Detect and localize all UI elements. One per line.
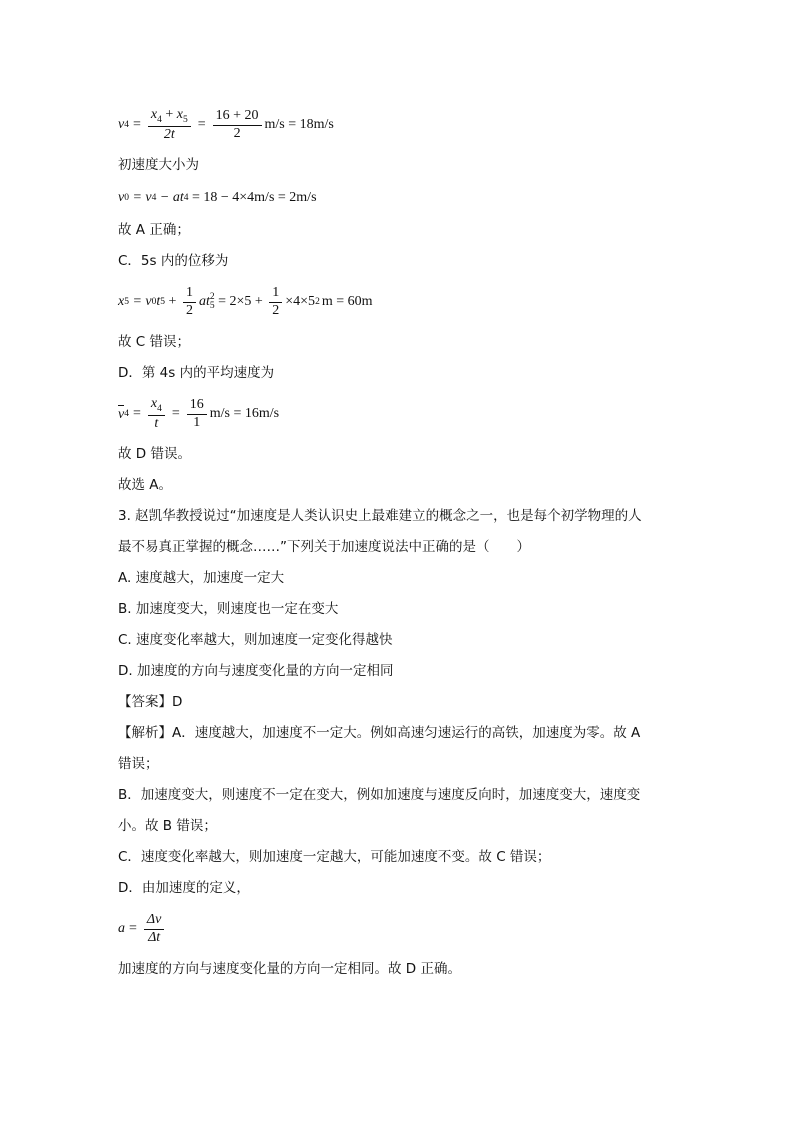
eq-text: x [118, 294, 125, 309]
eq-text: 1 [269, 285, 282, 302]
eq-sup: 2 [315, 297, 320, 307]
text-line: 故选 A。 [118, 477, 173, 493]
text-line: 故 A 正确； [118, 222, 190, 238]
question-3-line: 3. 赵凯华教授说过“加速度是人类认识史上最难建立的概念之一，也是每个初学物理的人 [118, 508, 642, 524]
option-b: B. 加速度变大，则速度也一定在变大 [118, 601, 339, 617]
equation-x5 [118, 277, 678, 327]
option-a: A. 速度越大，加速度一定大 [118, 570, 285, 586]
equation-avg-v4: v 4 = $\frac{x_4}{t}$ = $\frac{16}{1}$ m/s = 16m/s [118, 396, 280, 431]
eq-sub: 0 [124, 193, 129, 203]
eq-text: = 18 − 4×4m/s = 2m/s [188, 190, 317, 205]
eq-sub: 5 [160, 297, 166, 307]
eq-sub: 0 [151, 297, 157, 307]
equation-v4: v 4 = $\frac{x_4 + x_5}{2t}$ = $\frac{16 + 20}{2}$ m/s = 18m/s [118, 107, 334, 142]
analysis-line: B．加速度变大，则速度不一定在变大，例如加速度与速度反向时，加速度变大，速度变 [118, 787, 641, 803]
eq-text: v [118, 190, 125, 205]
eq-text: x [150, 396, 158, 412]
question-3-line: 最不易真正掌握的概念……”下列关于加速度说法中正确的是（ ） [118, 539, 530, 555]
analysis-line: 错误； [118, 756, 159, 772]
text-line: 初速度大小为 [118, 157, 199, 173]
eq-sub: 5 [209, 301, 215, 311]
eq-sub: 4 [124, 120, 129, 130]
analysis-line [118, 718, 678, 749]
text-line: 故 C 错误； [118, 334, 191, 350]
eq-text: t [154, 415, 159, 431]
eq-sub: 4 [151, 193, 157, 203]
eq-text: Δv [144, 912, 164, 929]
eq-text: + [165, 294, 180, 309]
analysis-line: 加速度的方向与速度变化量的方向一定相同。故 D 正确。 [118, 961, 461, 977]
eq-text: t [156, 294, 161, 309]
eq-text: 1 [183, 285, 196, 302]
eq-text: 2 [272, 302, 280, 318]
eq-sub: 5 [124, 297, 129, 307]
fraction [213, 108, 262, 141]
eq-sub: 4 [157, 403, 162, 414]
analysis-label: 【解析】 [118, 725, 172, 741]
eq-text: 2 [233, 125, 241, 141]
document-page [118, 100, 678, 985]
fraction [148, 107, 191, 143]
fraction [144, 912, 164, 945]
eq-text: 2t [163, 126, 175, 142]
eq-sub: 4 [124, 409, 129, 419]
fraction [187, 397, 207, 430]
equation-a-definition [118, 904, 678, 954]
eq-text: 16 [187, 397, 207, 414]
text-line: D．第 4s 内的平均速度为 [118, 365, 275, 381]
text-line: C．5s 内的位移为 [118, 253, 229, 269]
text-line: 故 D 错误。 [118, 446, 191, 462]
eq-text: v [118, 117, 125, 132]
eq-text: ×4×5 [285, 294, 316, 309]
eq-text: a [118, 921, 125, 936]
answer-value: D [172, 694, 183, 710]
answer-label: 【答案】 [118, 694, 172, 710]
eq-text: x [176, 107, 183, 123]
fraction [269, 285, 282, 318]
analysis-line: D．由加速度的定义， [118, 880, 250, 896]
eq-text: m = 60m [321, 294, 373, 309]
analysis-text: A．速度越大，加速度不一定大。例如高速匀速运行的高铁，加速度为零。故 A [172, 725, 641, 741]
analysis-line: C．速度变化率越大，则加速度一定越大，可能加速度不变。故 C 错误； [118, 849, 551, 865]
eq-text: = v [128, 294, 152, 309]
equation-v0 [118, 181, 678, 215]
analysis-line: 小。故 B 错误； [118, 818, 217, 834]
eq-text: x [150, 107, 158, 123]
eq-text: v [118, 407, 125, 422]
eq-sub: 4 [157, 114, 162, 125]
eq-sub: 4 [183, 193, 189, 203]
eq-sub: 5 [182, 114, 188, 125]
eq-text: = v [128, 190, 152, 205]
eq-text: at [198, 294, 210, 309]
eq-text: = 2×5 + [214, 294, 267, 309]
option-d: D. 加速度的方向与速度变化量的方向一定相同 [118, 663, 394, 679]
eq-text: 16 + 20 [213, 108, 262, 125]
eq-text: 1 [193, 414, 201, 430]
answer-line [118, 687, 678, 718]
fraction [148, 396, 165, 432]
eq-text: Δt [148, 929, 161, 945]
eq-text: + [165, 107, 174, 123]
eq-text: 2 [185, 302, 193, 318]
eq-text: m/s = 18m/s [264, 117, 334, 132]
option-c: C. 速度变化率越大，则加速度一定变化得越快 [118, 632, 393, 648]
eq-text: m/s = 16m/s [209, 406, 280, 421]
fraction [183, 285, 196, 318]
eq-text: = [129, 921, 137, 936]
eq-sup: 2 [209, 291, 215, 302]
eq-text: − at [156, 190, 184, 205]
